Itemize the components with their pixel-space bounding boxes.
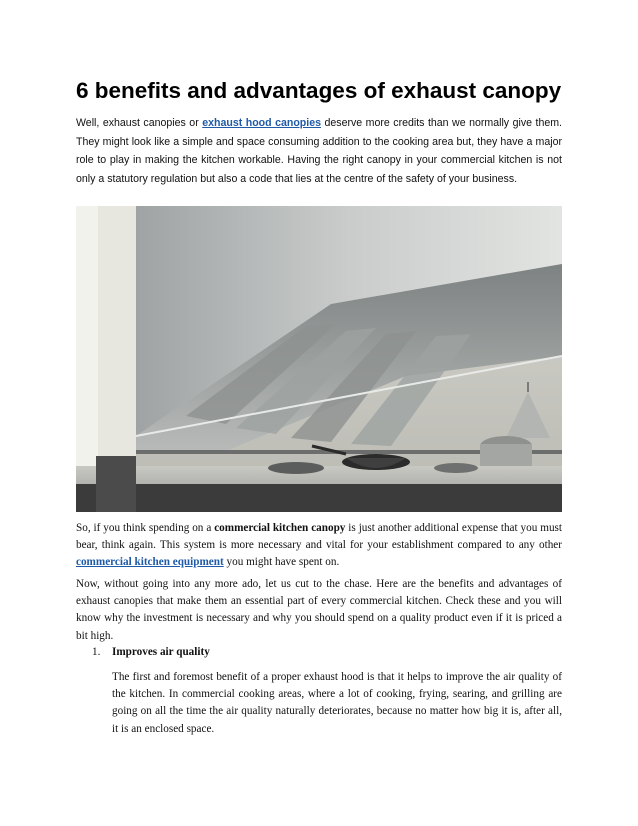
exhaust-hood-canopies-link[interactable]: exhaust hood canopies [202,117,322,129]
canopy-expense-paragraph [76,520,562,572]
list-item-number: 1. [92,646,101,658]
para2-text-start: So, if you think spending on a [76,522,215,534]
exhaust-canopy-photo [76,206,562,512]
kitchen-hood-illustration [76,206,562,512]
para2-text-middle: is just another additional expense that you must bear, think again. This system is more necessary and vital for your establishment compared to any other [76,522,563,552]
intro-text-start: Well, exhaust canopies or [76,117,203,129]
list-item-improves-air-quality [92,644,562,661]
list-item-title: Improves air quality [112,646,210,658]
intro-text-end: deserve more credits than we normally give them. They might look like a simple and space consuming addition to the cooking area but, they have a major role to play in making the kitchen workable. Having the right canopy in your commercial kitchen is not only a statutory regulation but also a code that lies at the centre of the safety of your business. [76,117,562,185]
para2-text-end: you might have spent on. [223,556,340,569]
intro-paragraph [76,114,562,188]
commercial-kitchen-canopy-keyword: commercial kitchen canopy [214,522,346,534]
air-quality-paragraph: The first and foremost benefit of a proper exhaust hood is that it helps to improve the air quality of the kitchen. In commercial cooking areas, where a lot of cooking, frying, searing, and grilling are going on all the time the air quality naturally deteriorates, because no matter how big it is, after all, it is an enclosed space. [112,671,562,735]
commercial-kitchen-equipment-link[interactable]: commercial kitchen equipment [76,556,224,569]
benefits-intro-paragraph: Now, without going into any more ado, let us cut to the chase. Here are the benefits and advantages of exhaust canopies that make them an essential part of every commercial kitchen. Check these and you will know why the investment is necessary and why you should spend on a quality product even if it is priced a bit high. [76,578,562,642]
article-title: 6 benefits and advantages of exhaust canopy [76,78,562,103]
